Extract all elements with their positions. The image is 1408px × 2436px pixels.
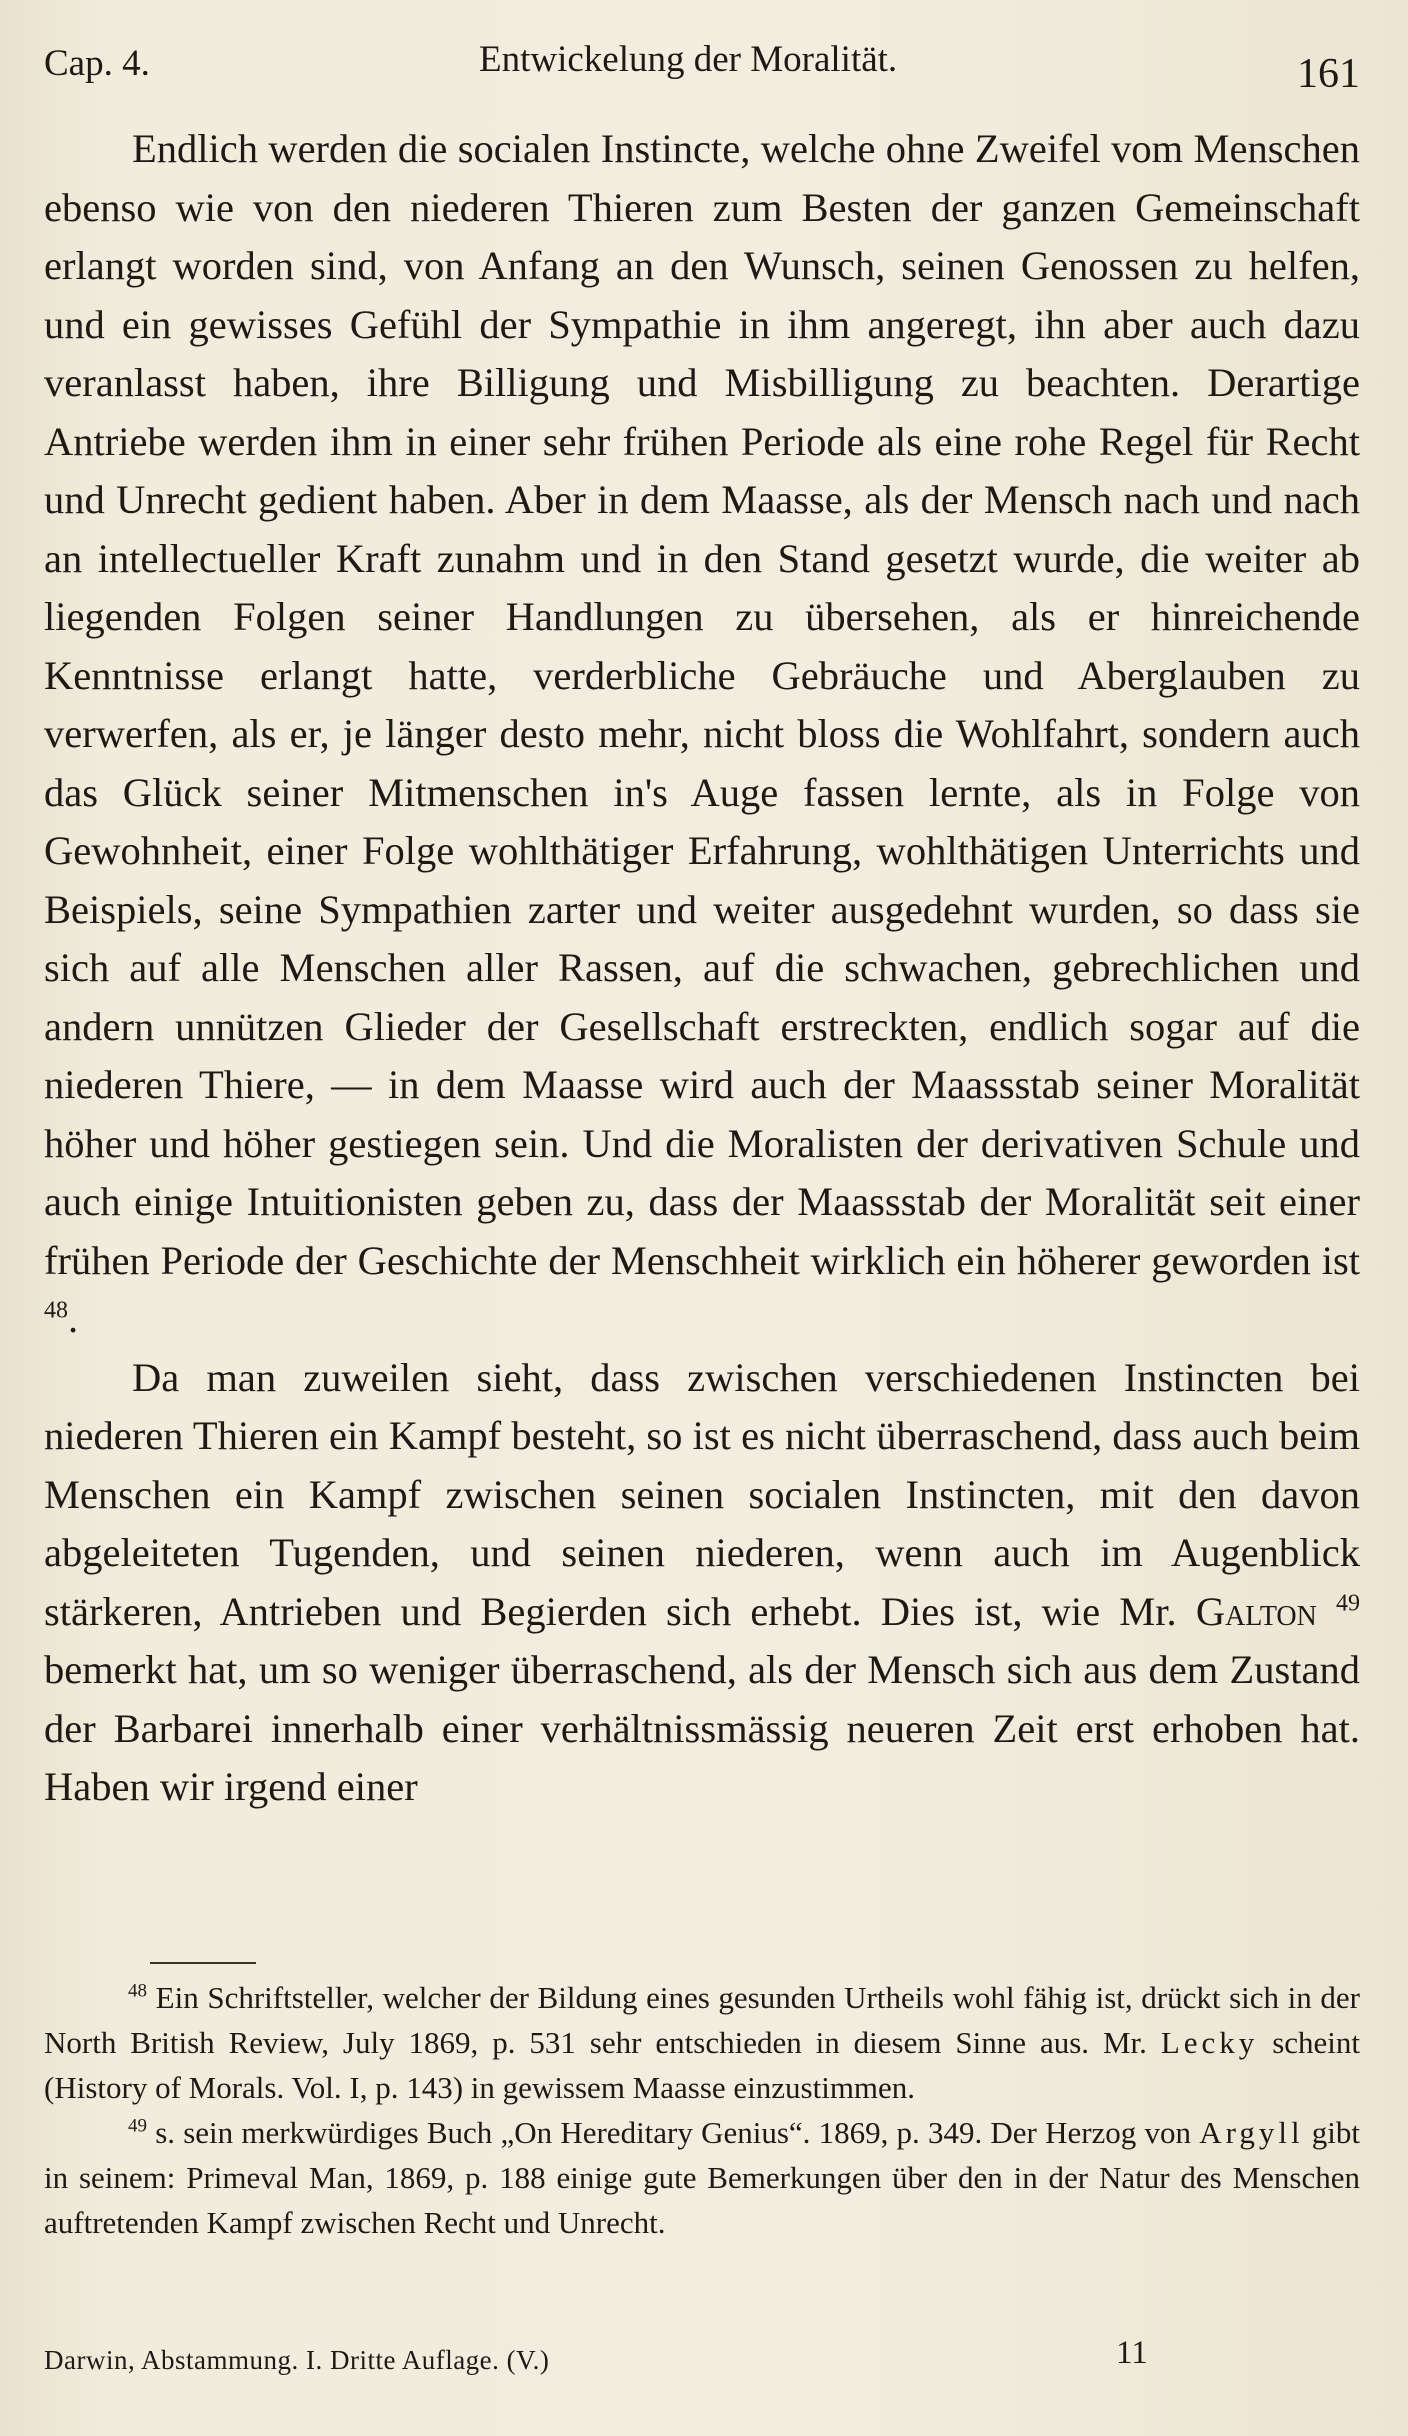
person-name: Galton: [1195, 1588, 1317, 1634]
footnote-text: s. sein merkwürdiges Buch „On Hereditary Genius“. 1869, p. 349. Der Herzog von: [155, 2115, 1191, 2150]
paragraph-text: bemerkt hat, um so weniger überraschend, als der Mensch sich aus dem Zustand der Barbarei innerhalb einer verhältnissmässig neueren Zeit erst erhoben hat. Haben wir irgend einer: [44, 1647, 1360, 1809]
person-name: Argyll: [1199, 2115, 1304, 2150]
paragraph-text: Da man zuweilen sieht, dass zwischen verschiedenen Instincten bei niederen Thieren ein Kampf besteht, so ist es nicht überraschend, dass auch beim Menschen ein Kampf zwischen seinen socialen Instincten, mit den davon abgeleiteten Tugenden, und seinen niederen, wenn auch im Augenblick stärkeren, Antrieben und Begierden sich erhebt. Dies ist, wie Mr.: [44, 1354, 1360, 1634]
chapter-label: Cap. 4.: [44, 43, 150, 84]
main-text: [44, 120, 1360, 1817]
footnote: [44, 2110, 1360, 2245]
footnote: [44, 1975, 1360, 2110]
paragraph-text: Endlich werden die socialen Instincte, welche ohne Zweifel vom Menschen ebenso wie von den niederen Thieren zum Besten der ganzen Gemeinschaft erlangt worden sind, von Anfang an den Wunsch, seinen Genossen zu helfen, und ein gewisses Gefühl der Sympathie in ihm angeregt, ihn aber auch dazu veranlasst haben, ihre Billigung und Misbilligung zu beachten. Derartige Antriebe werden ihm in einer sehr frühen Periode als eine rohe Regel für Recht und Unrecht gedient haben. Aber in dem Maasse, als der Mensch nach und nach an intellectueller Kraft zunahm und in den Stand gesetzt wurde, die weiter ab liegenden Folgen seiner Handlungen zu übersehen, als er hinreichende Kenntnisse erlangt hatte, verderbliche Gebräuche und Aberglauben zu verwerfen, als er, je länger desto mehr, nicht bloss die Wohlfahrt, sondern auch das Glück seiner Mitmenschen in's Auge fassen lernte, als in Folge von Gewohnheit, einer Folge wohlthätiger Erfahrung, wohlthätigen Unterrichts und Beispiels, seine Sympathien zarter und weiter ausgedehnt wurden, so dass sie sich auf alle Menschen aller Rassen, auf die schwachen, gebrechlichen und andern unnützen Glieder der Gesellschaft erstreckten, endlich sogar auf die niederen Thiere, — in dem Maasse wird auch der Maassstab seiner Moralität höher und höher gestiegen sein. Und die Moralisten der derivativen Schule und auch einige Intuitionisten geben zu, dass der Maassstab der Moralität seit einer frühen Periode der Geschichte der Menschheit wirklich ein höherer geworden ist: [44, 126, 1360, 1283]
footnote-reference: 49: [1336, 1590, 1361, 1616]
printer-signature: Darwin, Abstammung. I. Dritte Auflage. (V.): [44, 2345, 550, 2375]
paragraph: [44, 120, 1360, 1349]
page-number: 161: [1297, 51, 1360, 97]
footnote-text: gibt in seinem: Primeval Man, 1869, p. 188 einige gute Bemerkungen über den in der Natur des Menschen auftretenden Kampf zwischen Recht und Unrecht.: [44, 2115, 1361, 2240]
running-title: Entwickelung der Moralität.: [479, 39, 898, 80]
footnote-number: 48: [128, 1980, 147, 2002]
footnote-text: scheint (History of Morals. Vol. I, p. 143) in gewissem Maasse einzustimmen.: [44, 2025, 1361, 2105]
running-head: [44, 36, 1360, 96]
footnote-text: Ein Schriftsteller, welcher der Bildung eines gesunden Urtheils wohl fähig ist, drückt sich in der North British Review, July 1869, p. 531 sehr entschieden in diesem Sinne aus. Mr.: [44, 1980, 1360, 2060]
person-name: Lecky: [1160, 2025, 1259, 2060]
paragraph: [44, 1349, 1360, 1817]
signature-number: 11: [1116, 2335, 1148, 2371]
footnote-divider: [150, 1962, 256, 1964]
paragraph-text: .: [68, 1296, 79, 1341]
footnote-reference: 48: [44, 1297, 68, 1324]
footnote-number: 49: [128, 2115, 147, 2137]
footnotes: [44, 1975, 1360, 2245]
